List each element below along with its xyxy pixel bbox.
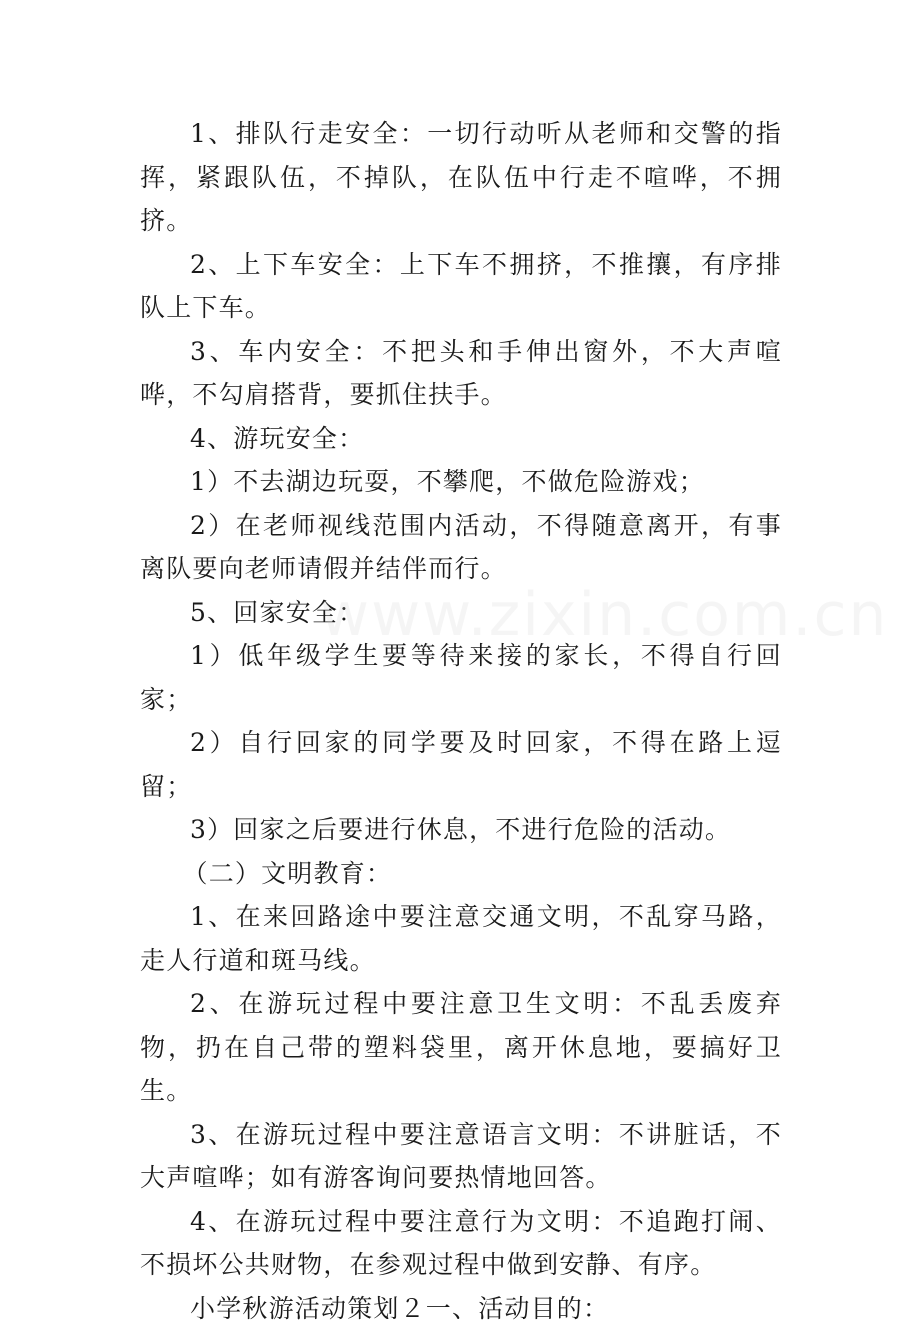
paragraph-play-safety-item-2: 2）在老师视线范围内活动，不得随意离开，有事离队要向老师请假并结伴而行。 xyxy=(140,504,782,591)
paragraph-plan-2-heading: 小学秋游活动策划２一、活动目的： xyxy=(140,1287,782,1330)
paragraph-play-safety-heading: 4、游玩安全： xyxy=(140,417,782,461)
document-body xyxy=(140,112,782,1330)
paragraph-in-vehicle-safety: 3、车内安全：不把头和手伸出窗外，不大声喧哗，不勾肩搭背，要抓住扶手。 xyxy=(140,330,782,417)
paragraph-queue-safety: 1、排队行走安全：一切行动听从老师和交警的指挥，紧跟队伍，不掉队，在队伍中行走不喧哗，不拥挤。 xyxy=(140,112,782,243)
watermark: www.zixin.com.cn xyxy=(320,580,888,650)
section-heading-civility: （二）文明教育： xyxy=(140,852,782,896)
paragraph-boarding-safety: 2、上下车安全：上下车不拥挤，不推攘，有序排队上下车。 xyxy=(140,243,782,330)
paragraph-home-safety-item-3: 3）回家之后要进行休息，不进行危险的活动。 xyxy=(140,808,782,852)
paragraph-language-civility: 3、在游玩过程中要注意语言文明：不讲脏话，不大声喧哗；如有游客询问要热情地回答。 xyxy=(140,1113,782,1200)
paragraph-home-safety-item-1: 1）低年级学生要等待来接的家长，不得自行回家； xyxy=(140,634,782,721)
paragraph-play-safety-item-1: 1）不去湖边玩耍，不攀爬，不做危险游戏； xyxy=(140,460,782,504)
paragraph-hygiene-civility: 2、在游玩过程中要注意卫生文明：不乱丢废弃物，扔在自己带的塑料袋里，离开休息地，要搞好卫生。 xyxy=(140,982,782,1113)
paragraph-traffic-civility: 1、在来回路途中要注意交通文明，不乱穿马路，走人行道和斑马线。 xyxy=(140,895,782,982)
paragraph-home-safety-heading: 5、回家安全： xyxy=(140,591,782,635)
paragraph-home-safety-item-2: 2）自行回家的同学要及时回家，不得在路上逗留； xyxy=(140,721,782,808)
paragraph-behavior-civility: 4、在游玩过程中要注意行为文明：不追跑打闹、不损坏公共财物，在参观过程中做到安静、有序。 xyxy=(140,1200,782,1287)
